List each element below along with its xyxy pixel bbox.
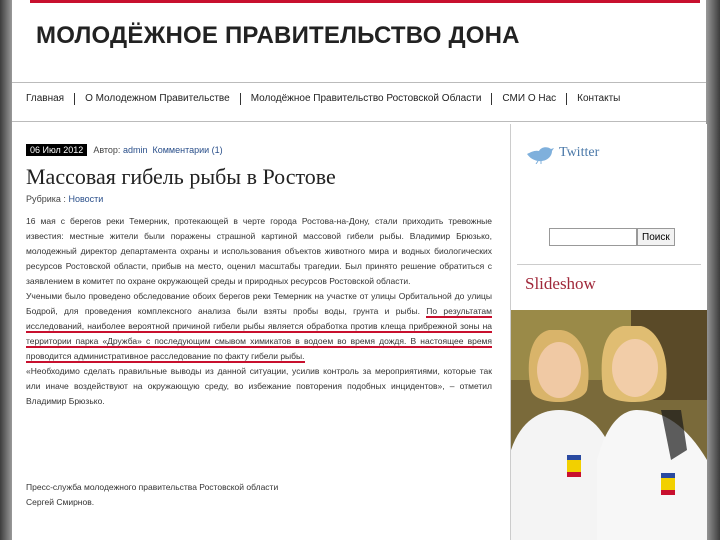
sidebar — [510, 124, 707, 540]
nav-item-about[interactable]: О Молодежном Правительстве — [75, 93, 241, 105]
highlighted-conclusion: По результатам исследований, наиболее вероятной причиной гибели рыбы является обработка против клеща прибрежной зоны на территории парка «Дружба» с последующим смывом химикатов в водоем во время дождя. В настоящее время проводится административное расследование по факту гибели рыбы. — [26, 306, 492, 361]
top-rule — [30, 0, 700, 3]
frame-right-edge — [706, 0, 720, 540]
post-title[interactable]: Массовая гибель рыбы в Ростове — [26, 164, 336, 189]
signature-org: Пресс-служба молодежного правительства Ростовской области — [26, 482, 279, 492]
post-date: 06 Июл 2012 — [26, 144, 87, 156]
article-paragraph-3: «Необходимо сделать правильные выводы из данной ситуации, усилив контроль за мероприятиями, которые так или иначе воздействуют на окружающую среду, во избежание повторения подобных инцидентов», – отметил Владимир Брюзько. — [26, 366, 492, 406]
twitter-label[interactable]: Twitter — [559, 145, 600, 160]
slideshow-photo[interactable] — [511, 310, 707, 540]
sidebar-divider — [517, 264, 701, 265]
rubric-label: Рубрика : — [26, 194, 66, 204]
nav-item-home[interactable]: Главная — [26, 93, 75, 105]
search-form — [549, 228, 675, 246]
rubric-link[interactable]: Новости — [68, 194, 104, 204]
article-paragraph-2 — [26, 289, 492, 364]
main-nav — [12, 82, 706, 122]
slideshow-title: Slideshow — [525, 274, 596, 293]
author-label: Автор: — [93, 145, 121, 155]
twitter-bird-icon — [525, 142, 555, 164]
nav-item-media[interactable]: СМИ О Нас — [492, 93, 567, 105]
signature-author: Сергей Смирнов. — [26, 497, 95, 507]
post-meta — [26, 144, 223, 156]
twitter-widget[interactable] — [525, 142, 599, 164]
article-signature — [26, 480, 492, 510]
comments-link[interactable]: Комментарии (1) — [152, 145, 223, 155]
search-button[interactable]: Поиск — [637, 228, 675, 246]
search-input[interactable] — [549, 228, 637, 246]
nav-item-regional-government[interactable]: Молодёжное Правительство Ростовской Области — [241, 93, 493, 105]
article-body — [26, 214, 492, 409]
site-title: МОЛОДЁЖНОЕ ПРАВИТЕЛЬСТВО ДОНА — [36, 22, 520, 49]
nav-item-contacts[interactable]: Контакты — [577, 93, 621, 104]
frame-left-edge — [0, 0, 12, 540]
main-content — [12, 124, 510, 540]
author-link[interactable]: admin — [122, 145, 148, 155]
post-rubric — [26, 194, 103, 204]
article-paragraph-1: 16 мая с берегов реки Темерник, протекающей в черте города Ростова-на-Дону, стали приходить тревожные известия: местные жители были поражены страшной картиной массовой гибели рыбы. Владимир Брюзько, молодежный директор департамента охраны и использования объектов животного мира и водных биологических ресурсов Ростовской области, прибыв на место, оценил масштабы трагедии. Был принято решение обратиться с заявлением в комитет по охране окружающей среды и природных ресурсов Ростовской области. — [26, 216, 492, 286]
article-paragraph-2-start: Учеными было проведено обследование обоих берегов реки Темерник на участке от улицы Орбитальной до улицы Бодрой, для проведения комплексного анализа были взяты пробы воды, грунта и рыбы. — [26, 291, 492, 316]
